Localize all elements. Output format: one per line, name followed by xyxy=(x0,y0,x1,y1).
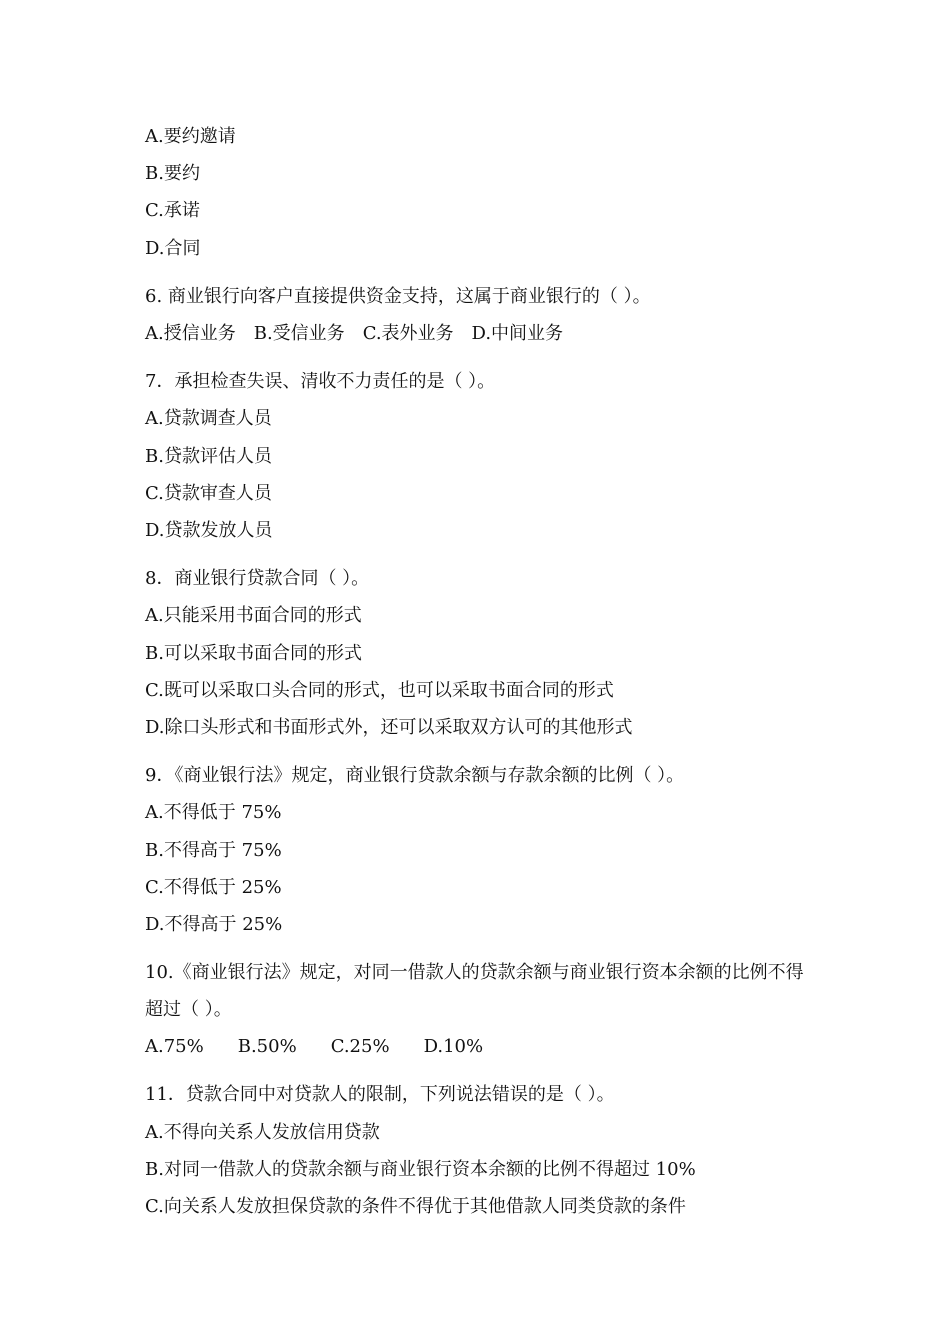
question-list xyxy=(145,118,813,1225)
q5-option-b: B.要约 xyxy=(145,163,200,185)
q9-option-b: B.不得高于 75% xyxy=(145,839,282,861)
q11-option-c: C.向关系人发放担保贷款的条件不得优于其他借款人同类贷款的条件 xyxy=(145,1196,686,1218)
q6-options xyxy=(145,315,813,352)
q6-option-b: B.受信业务 xyxy=(253,323,345,345)
q10-option-a: A.75% xyxy=(145,1036,204,1058)
q6-stem: 6. 商业银行向客户直接提供资金支持，这属于商业银行的（ ）。 xyxy=(145,285,651,307)
q8-option-b: B.可以采取书面合同的形式 xyxy=(145,642,362,664)
q8-option-c: C.既可以采取口头合同的形式，也可以采取书面合同的形式 xyxy=(145,679,614,701)
q10-options xyxy=(145,1028,813,1065)
q6-option-d: D.中间业务 xyxy=(471,323,564,345)
q8-option-d: D.除口头形式和书面形式外，还可以采取双方认可的其他形式 xyxy=(145,717,633,739)
q5-option-d: D.合同 xyxy=(145,237,201,259)
q6-option-a: A.授信业务 xyxy=(145,323,236,345)
q7-stem: 7．承担检查失误、清收不力责任的是（ ）。 xyxy=(145,371,496,393)
q9-option-c: C.不得低于 25% xyxy=(145,876,282,898)
q7-option-c: C.贷款审查人员 xyxy=(145,482,272,504)
q10-option-b: B.50% xyxy=(237,1036,297,1058)
q5-option-c: C.承诺 xyxy=(145,200,200,222)
q11-stem: 11．贷款合同中对贷款人的限制，下列说法错误的是（ ）。 xyxy=(145,1084,615,1106)
q8-option-a: A.只能采用书面合同的形式 xyxy=(145,605,362,627)
q9-stem: 9．《商业银行法》规定，商业银行贷款余额与存款余额的比例（ ）。 xyxy=(145,765,685,787)
q8-stem: 8．商业银行贷款合同（ ）。 xyxy=(145,568,370,590)
q7-option-d: D.贷款发放人员 xyxy=(145,520,273,542)
q11-option-b: B.对同一借款人的贷款余额与商业银行资本余额的比例不得超过 10% xyxy=(145,1158,696,1180)
q10-stem: 10.《商业银行法》规定，对同一借款人的贷款余额与商业银行资本余额的比例不得超过（ ）。 xyxy=(145,962,804,1021)
q10-option-c: C.25% xyxy=(330,1036,390,1058)
q9-option-d: D.不得高于 25% xyxy=(145,914,283,936)
q9-option-a: A.不得低于 75% xyxy=(145,802,282,824)
q6-option-c: C.表外业务 xyxy=(362,323,454,345)
q5-option-a: A.要约邀请 xyxy=(145,126,236,147)
q7-option-a: A.贷款调查人员 xyxy=(145,408,272,430)
q10-option-d: D.10% xyxy=(423,1036,484,1058)
q11-option-a: A.不得向关系人发放信用贷款 xyxy=(145,1121,380,1143)
q7-option-b: B.贷款评估人员 xyxy=(145,445,272,467)
